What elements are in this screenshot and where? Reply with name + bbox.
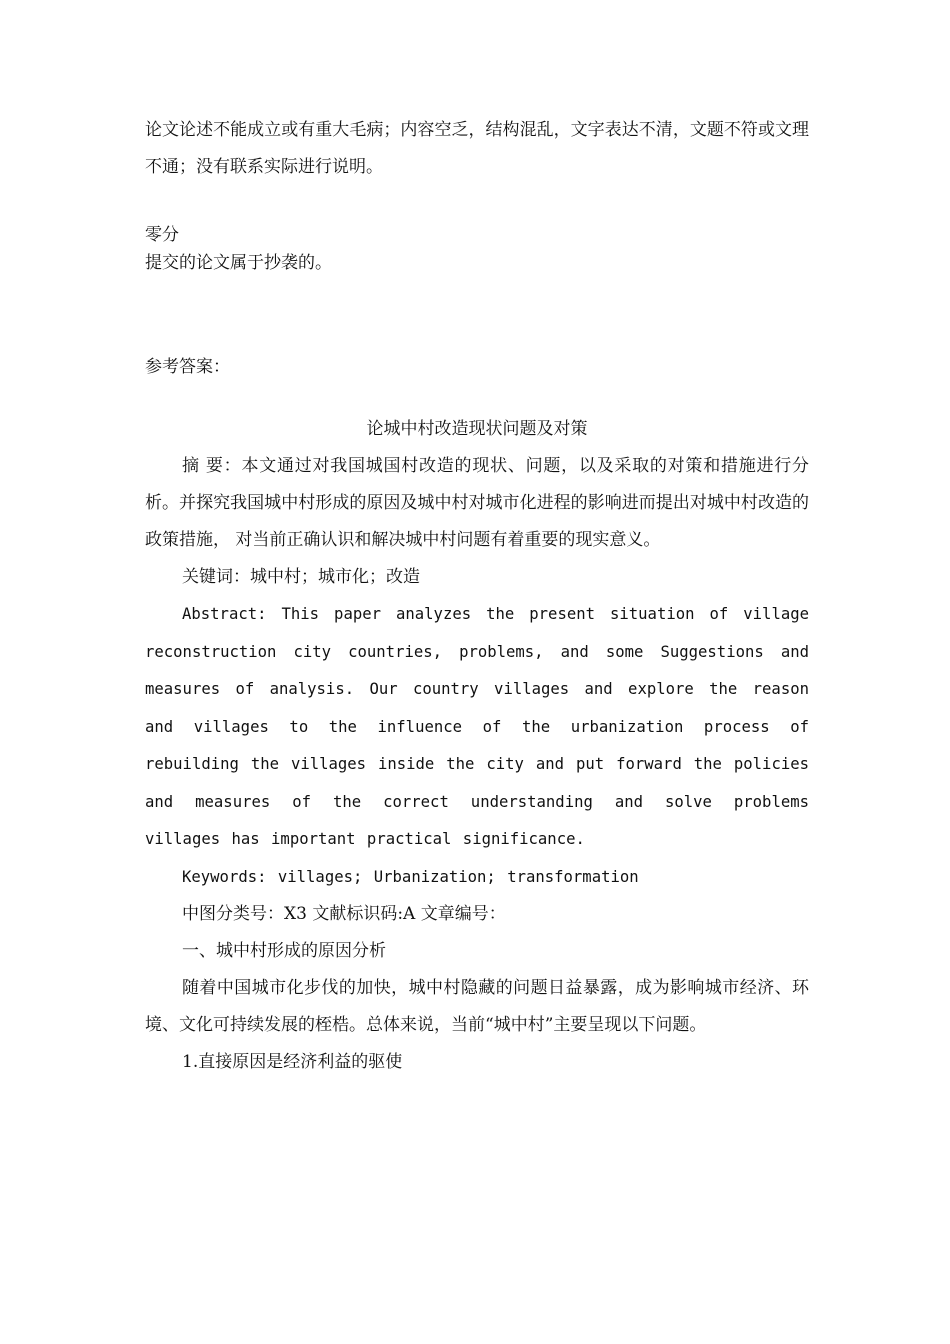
paper-title: 论城中村改造现状问题及对策 [366,419,588,439]
section1-paragraph: 随着中国城市化步伐的加快，城中村隐藏的问题日益暴露，成为影响城市经济、环境、文化可持续发展的桎梏。总体来说，当前“城中村”主要呈现以下问题。 [145,978,809,1035]
keywords-en: Keywords: villages; Urbanization; transformation [182,867,639,886]
grade-zero-label: 零分 [145,225,179,245]
keywords-cn: 关键词：城中村；城市化；改造 [182,567,420,587]
spacer [145,277,809,349]
classification-line: 中图分类号：X3 文献标识码:A 文章编号： [182,904,506,924]
spacer [145,186,809,221]
spacer [145,386,809,411]
document-body [145,112,809,1081]
grading-fail-text: 论文论述不能成立或有重大毛病；内容空乏，结构混乱，文字表达不清，文题不符或文理不通；没有联系实际进行说明。 [145,120,809,177]
section1-heading: 一、城中村形成的原因分析 [182,941,386,961]
grade-zero-text: 提交的论文属于抄袭的。 [145,253,332,273]
reference-label: 参考答案： [145,357,230,377]
abstract-cn: 摘 要：本文通过对我国城国村改造的现状、问题，以及采取的对策和措施进行分析。并探究我国城中村形成的原因及城中村对城市化进程的影响进而提出对城中村改造的政策措施， 对当前正确认识和解决城中村问题有着重要的现实意义。 [145,456,809,550]
subsection1-heading: 1.直接原因是经济利益的驱使 [182,1052,403,1072]
abstract-en: Abstract: This paper analyzes the present situation of village reconstruction city countries, problems, and some Suggestions and measures of analysis. Our country villages and explore the reason and villages to the influence of the urbanization process of rebuilding the villages inside the city and put forward the policies and measures of the correct understanding and solve problems villages has important practical significance. [145,605,809,848]
